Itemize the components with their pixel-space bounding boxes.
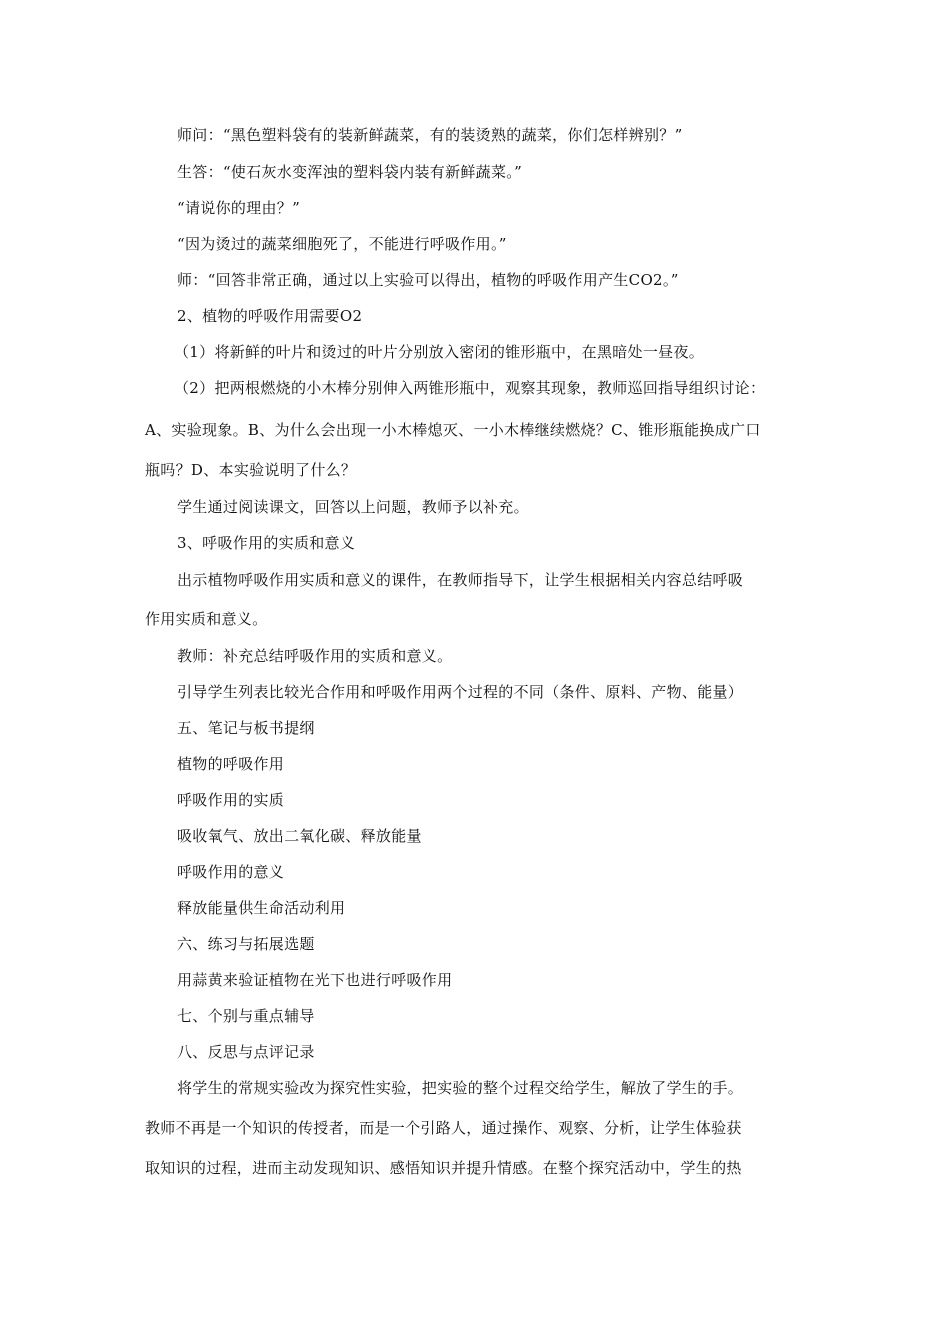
paragraph-line: 取知识的过程，进而主动发现知识、感悟知识并提升情感。在整个探究活动中，学生的热 [145, 1159, 742, 1177]
paragraph-line: 作用实质和意义。 [145, 610, 268, 628]
paragraph-line: 学生通过阅读课文，回答以上问题，教师予以补充。 [177, 498, 529, 516]
section-heading: 八、反思与点评记录 [177, 1043, 315, 1061]
paragraph-line: 师问：“黑色塑料袋有的装新鲜蔬菜，有的装烫熟的蔬菜，你们怎样辨别？” [177, 126, 683, 144]
paragraph-line: （2）把两根燃烧的小木棒分别伸入两锥形瓶中，观察其现象，教师巡回指导组织讨论： [174, 379, 766, 397]
paragraph-line: 用蒜黄来验证植物在光下也进行呼吸作用 [177, 971, 453, 989]
paragraph-line: （1）将新鲜的叶片和烫过的叶片分别放入密闭的锥形瓶中，在黑暗处一昼夜。 [174, 343, 705, 361]
paragraph-line: 教师：补充总结呼吸作用的实质和意义。 [177, 647, 453, 665]
outline-item: 呼吸作用的意义 [177, 863, 285, 881]
paragraph-line: 教师不再是一个知识的传授者，而是一个引路人，通过操作、观察、分析，让学生体验获 [145, 1119, 742, 1137]
outline-item: 植物的呼吸作用 [177, 755, 285, 773]
section-heading: 3、呼吸作用的实质和意义 [177, 534, 356, 552]
paragraph-line: 引导学生列表比较光合作用和呼吸作用两个过程的不同（条件、原料、产物、能量） [177, 683, 744, 701]
section-heading: 2、植物的呼吸作用需要O2 [177, 307, 363, 325]
paragraph-line: 将学生的常规实验改为探究性实验，把实验的整个过程交给学生，解放了学生的手。 [177, 1079, 744, 1097]
paragraph-line: “因为烫过的蔬菜细胞死了，不能进行呼吸作用。” [177, 235, 507, 253]
section-heading: 六、练习与拓展选题 [177, 935, 315, 953]
paragraph-line: “请说你的理由？” [177, 199, 301, 217]
paragraph-line: 瓶吗？D、本实验说明了什么？ [145, 461, 357, 479]
paragraph-line: 生答：“使石灰水变浑浊的塑料袋内装有新鲜蔬菜。” [177, 163, 523, 181]
paragraph-line: A、实验现象。B、为什么会出现一小木棒熄灭、一小木棒继续燃烧？C、锥形瓶能换成广口 [145, 421, 761, 439]
paragraph-line: 出示植物呼吸作用实质和意义的课件，在教师指导下，让学生根据相关内容总结呼吸 [177, 571, 744, 589]
outline-item: 释放能量供生命活动利用 [177, 899, 346, 917]
paragraph-line: 师：“回答非常正确，通过以上实验可以得出，植物的呼吸作用产生CO2。” [177, 271, 679, 289]
section-heading: 七、个别与重点辅导 [177, 1007, 315, 1025]
section-heading: 五、笔记与板书提纲 [177, 719, 315, 737]
outline-item: 呼吸作用的实质 [177, 791, 285, 809]
outline-item: 吸收氧气、放出二氧化碳、释放能量 [177, 827, 422, 845]
